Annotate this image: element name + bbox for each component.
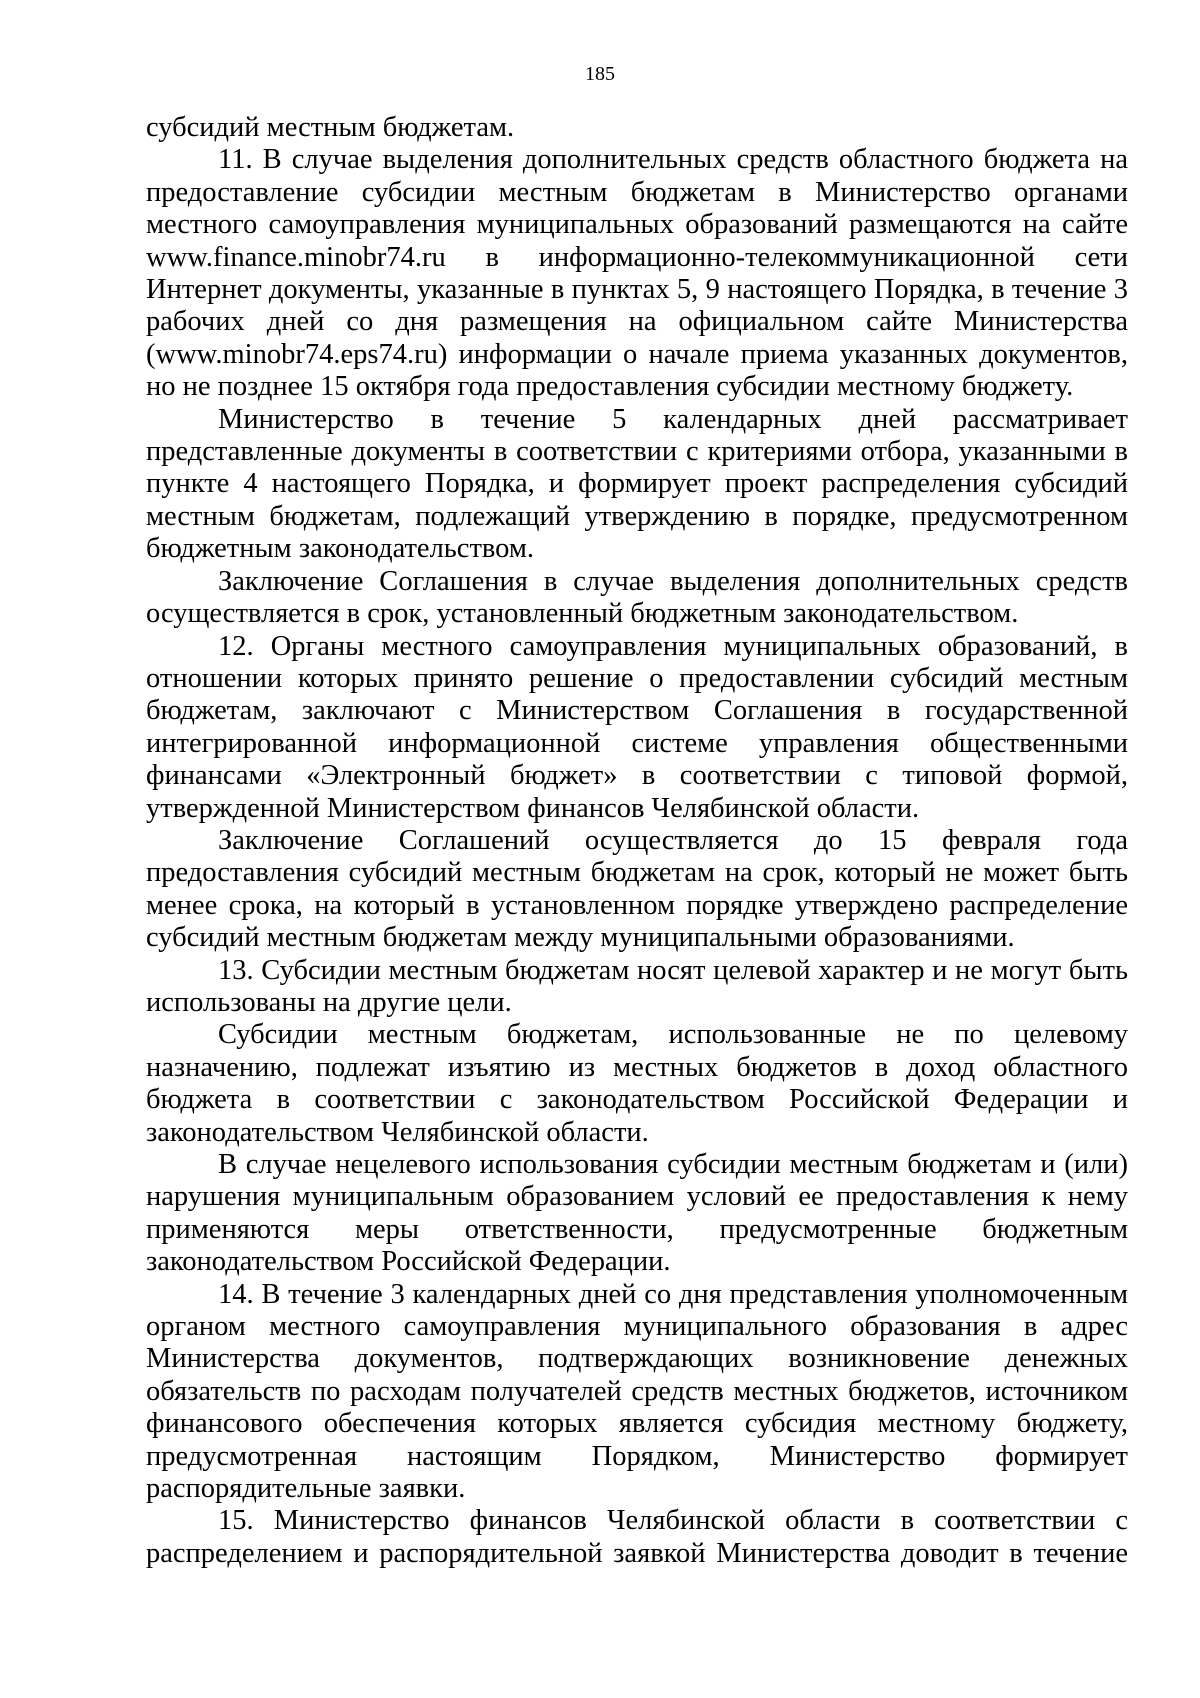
- paragraph-item-12: 12. Органы местного самоуправления муниципальных образований, в отношении которых принято решение о предоставлении субсидий местным бюджетам, заключают с Министерством Соглашения в государственной интегрированной информационной системе управления общественными финансами «Электронный бюджет» в соответствии с типовой формой, утвержденной Министерством финансов Челябинской области.: [146, 630, 1128, 824]
- paragraph-agreement-term: Заключение Соглашения в случае выделения дополнительных средств осуществляется в срок, установленный бюджетным законодательством.: [146, 565, 1128, 630]
- paragraph-item-15: 15. Министерство финансов Челябинской области в соответствии с распределением и распорядительной заявкой Министерства доводит в течение: [146, 1505, 1128, 1569]
- paragraph-item-14: 14. В течение 3 календарных дней со дня представления уполномоченным органом местного самоуправления муниципального образования в адрес Министерства документов, подтверждающих возникновение денежных обязательств по расходам получателей средств местных бюджетов, источником финансового обеспечения которых является субсидия местному бюджету, предусмотренная настоящим Порядком, Министерство формирует распорядительные заявки.: [146, 1278, 1128, 1505]
- document-body: [146, 112, 1128, 1570]
- page-number: 185: [585, 63, 615, 85]
- paragraph-misuse-withdrawal: Субсидии местным бюджетам, использованные не по целевому назначению, подлежат изъятию из местных бюджетов в доход областного бюджета в соответствии с законодательством Российской Федерации и законодательством Челябинской области.: [146, 1019, 1128, 1148]
- paragraph-item-13: 13. Субсидии местным бюджетам носят целевой характер и не могут быть использованы на другие цели.: [146, 954, 1128, 1018]
- paragraph-continuation: субсидий местным бюджетам.: [146, 112, 515, 143]
- paragraph-misuse-liability: В случае нецелевого использования субсидии местным бюджетам и (или) нарушения муниципальным образованием условий ее предоставления к нему применяются меры ответственности, предусмотренные бюджетным законодательством Российской Федерации.: [146, 1149, 1128, 1278]
- paragraph-item-11: 11. В случае выделения дополнительных средств областного бюджета на предоставление субсидии местным бюджетам в Министерство органами местного самоуправления муниципальных образований размещаются на сайте www.finance.minobr74.ru в информационно-телекоммуникационной сети Интернет документы, указанные в пунктах 5, 9 настоящего Порядка, в течение 3 рабочих дней со дня размещения на официальном сайте Министерства (www.minobr74.eps74.ru) информации о начале приема указанных документов, но не позднее 15 октября года предоставления субсидии местному бюджету.: [146, 144, 1128, 403]
- paragraph-agreements-deadline: Заключение Соглашений осуществляется до 15 февраля года предоставления субсидий местным бюджетам на срок, который не может быть менее срока, на который в установленном порядке утверждено распределение субсидий местным бюджетам между муниципальными образованиями.: [146, 824, 1128, 954]
- paragraph-ministry-review: Министерство в течение 5 календарных дней рассматривает представленные документы в соответствии с критериями отбора, указанными в пункте 4 настоящего Порядка, и формирует проект распределения субсидий местным бюджетам, подлежащий утверждению в порядке, предусмотренном бюджетным законодательством.: [146, 403, 1128, 565]
